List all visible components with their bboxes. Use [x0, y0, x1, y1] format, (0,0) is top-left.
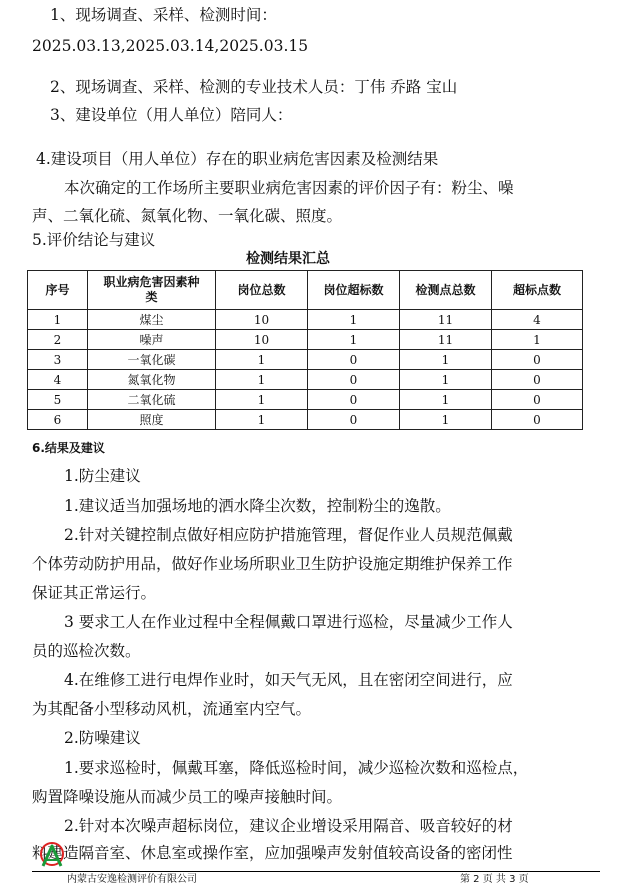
dust-p4-line1: 4.在维修工进行电焊作业时，如天气无风，且在密闭空间进行，应	[64, 671, 513, 689]
cell-factor: 氮氧化物	[88, 370, 216, 390]
cell-over-posts: 1	[308, 330, 400, 350]
cell-factor: 二氧化硫	[88, 390, 216, 410]
table-row	[28, 310, 583, 330]
col-header-no: 序号	[28, 271, 88, 310]
sec4-heading: 4.建设项目（用人单位）存在的职业病危害因素及检测结果	[36, 150, 439, 168]
cell-posts: 1	[216, 350, 308, 370]
noise-p1-line1: 1.要求巡检时，佩戴耳塞，降低巡检时间，减少巡检次数和巡检点，	[64, 759, 529, 777]
cell-over-points: 4	[492, 310, 583, 330]
cell-no: 3	[28, 350, 88, 370]
table-row	[28, 330, 583, 350]
col-header-over-posts: 岗位超标数	[308, 271, 400, 310]
cell-points: 1	[400, 350, 492, 370]
cell-posts: 10	[216, 330, 308, 350]
cell-over-points: 1	[492, 330, 583, 350]
sec6-heading: 6.结果及建议	[32, 441, 105, 455]
cell-over-points: 0	[492, 370, 583, 390]
footer-page-number: 第 2 页 共 3 页	[460, 874, 529, 885]
cell-points: 11	[400, 330, 492, 350]
sec4-line1: 本次确定的工作场所主要职业病危害因素的评价因子有：粉尘、噪	[64, 179, 514, 197]
col-header-factor: 职业病危害因素种类	[88, 271, 216, 310]
cell-factor: 照度	[88, 410, 216, 430]
col-header-over-points: 超标点数	[492, 271, 583, 310]
cell-over-posts: 0	[308, 370, 400, 390]
cell-over-points: 0	[492, 410, 583, 430]
dust-p3-line1: 3 要求工人在作业过程中全程佩戴口罩进行巡检，尽量减少工作人	[64, 613, 513, 631]
dust-title: 1.防尘建议	[64, 467, 141, 485]
summary-table	[27, 270, 583, 430]
cell-points: 1	[400, 410, 492, 430]
cell-over-posts: 0	[308, 390, 400, 410]
cell-posts: 1	[216, 390, 308, 410]
cell-no: 6	[28, 410, 88, 430]
footer-company: 内蒙古安逸检测评价有限公司	[67, 874, 197, 885]
table-row	[28, 390, 583, 410]
noise-title: 2.防噪建议	[64, 729, 141, 747]
dust-p4-line2: 为其配备小型移动风机，流通室内空气。	[32, 700, 312, 718]
cell-points: 1	[400, 370, 492, 390]
cell-no: 1	[28, 310, 88, 330]
company-logo-icon	[38, 840, 66, 870]
table-header-row	[28, 271, 583, 310]
cell-factor: 煤尘	[88, 310, 216, 330]
dust-p3-line2: 员的巡检次数。	[32, 642, 141, 660]
sec1-dates: 2025.03.13,2025.03.14,2025.03.15	[32, 37, 309, 55]
dust-p1: 1.建议适当加强场地的洒水降尘次数，控制粉尘的逸散。	[64, 497, 451, 515]
sec3-escort: 3、建设单位（用人单位）陪同人：	[50, 106, 293, 124]
sec1-heading: 1、现场调查、采样、检测时间：	[50, 6, 277, 24]
cell-no: 4	[28, 370, 88, 390]
dust-p2-line3: 保证其正常运行。	[32, 584, 157, 602]
table-row	[28, 370, 583, 390]
cell-over-points: 0	[492, 350, 583, 370]
table-row	[28, 350, 583, 370]
dust-p2-line2: 个体劳动防护用品，做好作业场所职业卫生防护设施定期维护保养工作	[32, 555, 513, 573]
cell-no: 2	[28, 330, 88, 350]
sec5-heading: 5.评价结论与建议	[32, 231, 156, 249]
cell-over-points: 0	[492, 390, 583, 410]
cell-no: 5	[28, 390, 88, 410]
col-header-points: 检测点总数	[400, 271, 492, 310]
noise-p1-line2: 购置降噪设施从而减少员工的噪声接触时间。	[32, 788, 343, 806]
noise-p2-line2: 料建造隔音室、休息室或操作室，应加强噪声发射值较高设备的密闭性	[32, 844, 513, 862]
table-title: 检测结果汇总	[246, 251, 330, 267]
dust-p2-line1: 2.针对关键控制点做好相应防护措施管理，督促作业人员规范佩戴	[64, 526, 513, 544]
cell-posts: 1	[216, 370, 308, 390]
cell-factor: 一氧化碳	[88, 350, 216, 370]
table-row	[28, 410, 583, 430]
cell-factor: 噪声	[88, 330, 216, 350]
cell-over-posts: 0	[308, 410, 400, 430]
cell-points: 1	[400, 390, 492, 410]
col-header-posts: 岗位总数	[216, 271, 308, 310]
cell-posts: 1	[216, 410, 308, 430]
cell-over-posts: 1	[308, 310, 400, 330]
cell-points: 11	[400, 310, 492, 330]
cell-over-posts: 0	[308, 350, 400, 370]
sec2-staff: 2、现场调查、采样、检测的专业技术人员：丁伟 乔路 宝山	[50, 78, 458, 96]
sec4-line2: 声、二氧化硫、氮氧化物、一氧化碳、照度。	[32, 207, 343, 225]
noise-p2-line1: 2.针对本次噪声超标岗位，建议企业增设采用隔音、吸音较好的材	[64, 817, 513, 835]
cell-posts: 10	[216, 310, 308, 330]
